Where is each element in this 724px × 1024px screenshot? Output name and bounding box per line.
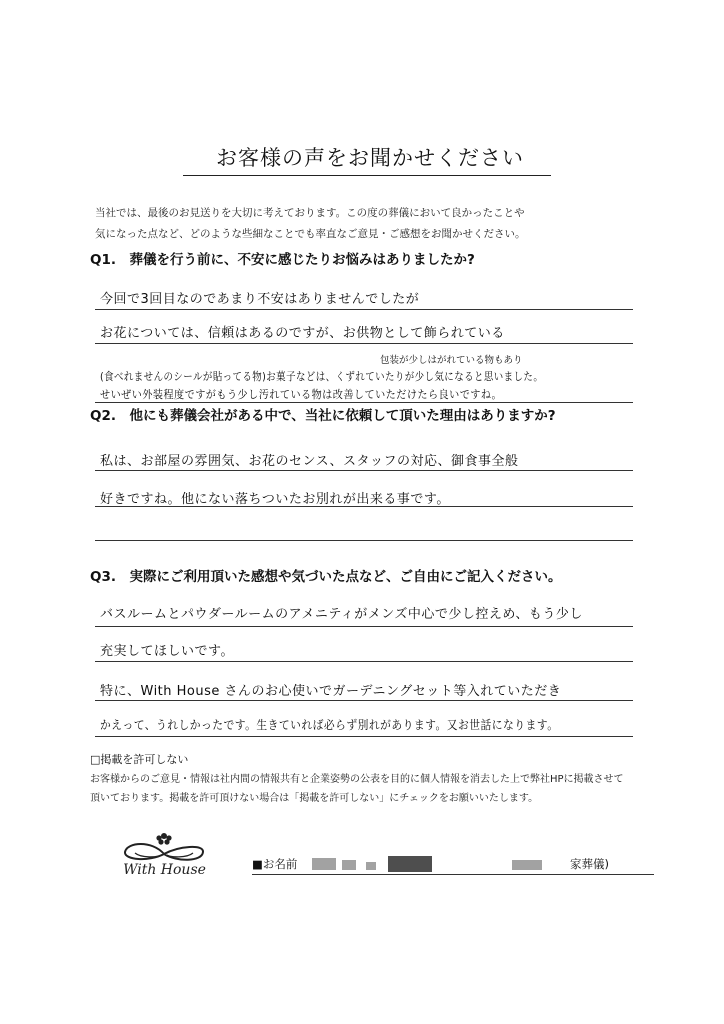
- q3-rule-1: [95, 626, 633, 627]
- consent-checkbox-label[interactable]: □掲載を許可しない: [90, 753, 189, 766]
- notice-line-2: 頂いております。掲載を許可頂けない場合は「掲載を許可しない」にチェックをお願いいたします。: [90, 793, 539, 804]
- q1-answer-line-3: (食べれませんのシールが貼ってる物)お菓子などは、くずれていたりが少し気になると思いました。: [100, 370, 544, 383]
- q2-answer-line-2: 好きですね。他にない落ちついたお別れが出来る事です。: [100, 492, 450, 507]
- redacted-name-1: [312, 858, 336, 870]
- q1-answer-line-4: せいぜい外装程度ですがもう少し汚れている物は改善していただけたら良いですね。: [100, 388, 503, 401]
- q2-rule-1: [95, 470, 633, 471]
- redacted-name-2: [342, 860, 356, 870]
- question-2: Q2. 他にも葬儀会社がある中で、当社に依頼して頂いた理由はありますか?: [90, 408, 556, 424]
- intro-text: [95, 203, 635, 245]
- name-underline: [252, 874, 654, 875]
- q1-rule-3: [95, 402, 633, 403]
- q3-answer-line-3: 特に、With House さんのお心使いでガーデニングセット等入れていただき: [100, 684, 562, 699]
- question-1: Q1. 葬儀を行う前に、不安に感じたりお悩みはありましたか?: [90, 252, 475, 268]
- logo-wordmark: With House: [123, 862, 206, 878]
- q2-rule-3: [95, 540, 633, 541]
- q3-rule-4: [95, 736, 633, 737]
- q1-rule-2: [95, 343, 633, 344]
- q1-answer-line-1: 今回で3回目なのであまり不安はありませんでしたが: [100, 292, 420, 307]
- q3-rule-3: [95, 700, 633, 701]
- notice-line-1: お客様からのご意見・情報は社内間の情報共有と企業姿勢の公表を目的に個人情報を消去した上で弊社HPに掲載させて: [90, 774, 624, 785]
- q3-answer-line-1: バスルームとパウダールームのアメニティがメンズ中心で少し控えめ、もう少し: [100, 607, 583, 622]
- privacy-notice: [90, 770, 650, 808]
- intro-line-2: 気になった点など、どのような些細なことでも率直なご意見・ご感想をお聞かせください。: [95, 228, 526, 240]
- redacted-name-4: [388, 856, 432, 872]
- page-title: お客様の声をお聞かせください: [216, 146, 524, 170]
- redacted-name-3: [366, 862, 376, 870]
- with-house-logo: [97, 828, 232, 888]
- intro-line-1: 当社では、最後のお見送りを大切に考えております。この度の葬儀において良かったことや: [95, 207, 525, 219]
- redacted-family-name: [512, 860, 542, 870]
- title-underline: [183, 175, 551, 176]
- q1-answer-line-2: お花については、信頼はあるのですが、お供物として飾られている: [100, 326, 505, 341]
- q2-answer-line-1: 私は、お部屋の雰囲気、お花のセンス、スタッフの対応、御食事全般: [100, 454, 519, 469]
- question-3: Q3. 実際にご利用頂いた感想や気づいた点など、ご自由にご記入ください。: [90, 569, 562, 585]
- q1-rule-1: [95, 309, 633, 310]
- q3-answer-line-4: かえって、うれしかったです。生きていれば必らず別れがあります。又お世話になります。: [100, 718, 559, 732]
- q3-answer-line-2: 充実してほしいです。: [100, 644, 234, 659]
- q2-rule-2: [95, 506, 633, 507]
- q3-rule-2: [95, 661, 633, 662]
- q1-insert-note: 包装が少しはがれている物もあり: [380, 355, 523, 366]
- family-funeral-label: 家葬儀): [570, 857, 609, 871]
- name-label: ■お名前: [252, 857, 298, 871]
